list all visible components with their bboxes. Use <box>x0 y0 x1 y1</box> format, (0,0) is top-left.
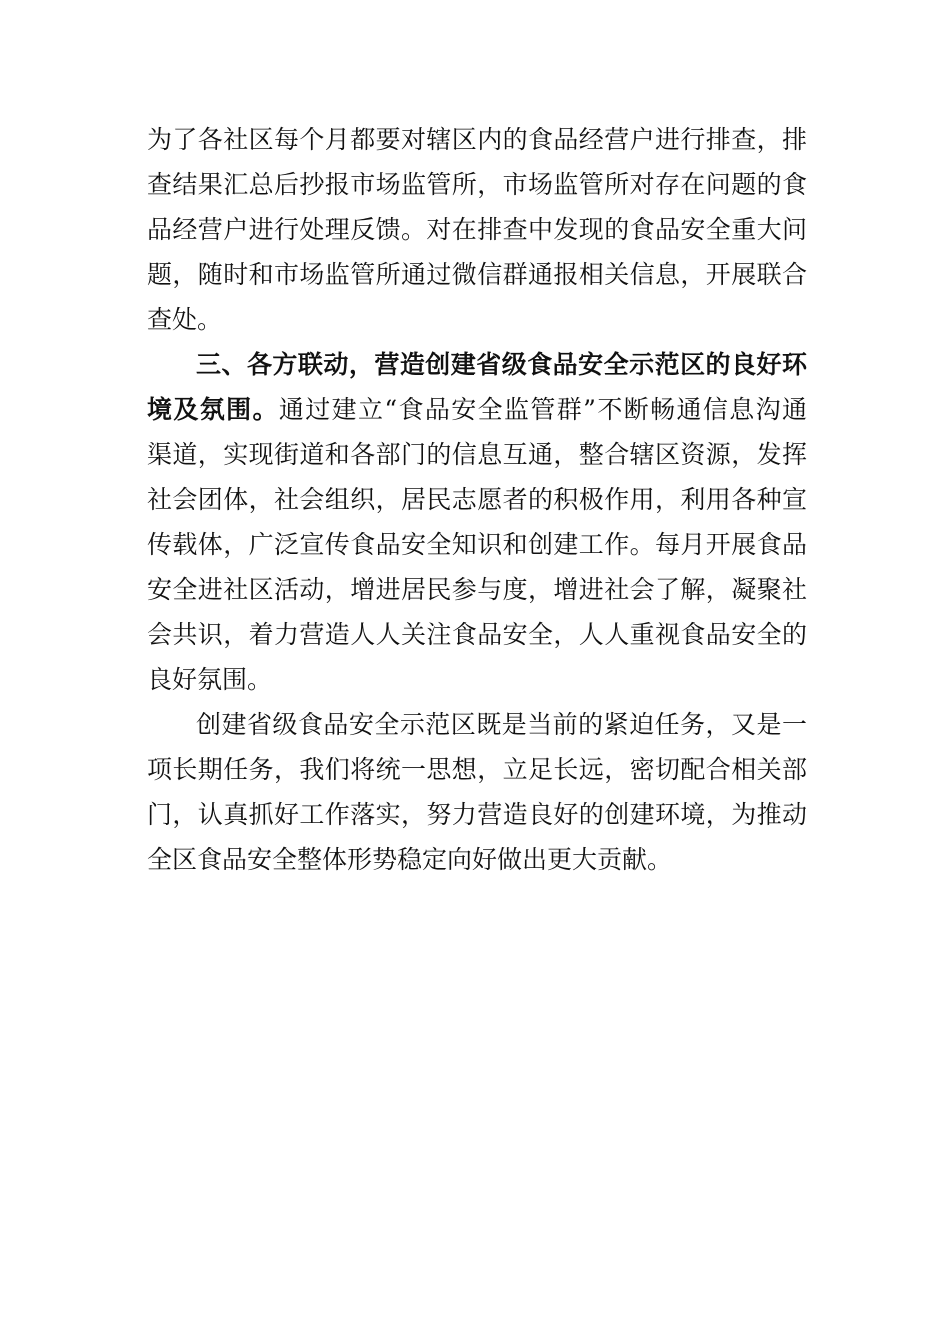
paragraph-2-line-2-text: 通过建立“食品安全监管群”不断畅通信息沟通 <box>278 395 807 424</box>
paragraph-2-line-5: 传载体，广泛宣传食品安全知识和创建工作。每月开展食品 <box>147 530 807 559</box>
section-heading-line-2: 境及氛围。 <box>147 395 279 424</box>
paragraph-1-line-3: 品经营户进行处理反馈。对在排查中发现的食品安全重大问 <box>147 215 807 244</box>
paragraph-2-line-6: 安全进社区活动，增进居民参与度，增进社会了解，凝聚社 <box>147 575 807 604</box>
section-heading-line-1: 三、各方联动，营造创建省级食品安全示范区的良好环 <box>196 350 807 379</box>
paragraph-1-line-1: 为了各社区每个月都要对辖区内的食品经营户进行排查，排 <box>147 125 807 154</box>
paragraph-2-line-3: 渠道，实现街道和各部门的信息互通，整合辖区资源，发挥 <box>147 440 807 469</box>
paragraph-2-line-8: 良好氛围。 <box>147 665 273 694</box>
paragraph-2-line-7: 会共识，着力营造人人关注食品安全，人人重视食品安全的 <box>147 620 807 649</box>
paragraph-1-line-4: 题，随时和市场监管所通过微信群通报相关信息，开展联合 <box>147 260 807 289</box>
paragraph-2-line-2 <box>147 393 807 427</box>
paragraph-2-line-4: 社会团体，社会组织，居民志愿者的积极作用，利用各种宣 <box>147 485 807 514</box>
paragraph-1-line-5: 查处。 <box>147 305 223 334</box>
paragraph-3-line-2: 项长期任务，我们将统一思想，立足长远，密切配合相关部 <box>147 755 807 784</box>
paragraph-3-line-1: 创建省级食品安全示范区既是当前的紧迫任务，又是一 <box>196 710 807 739</box>
paragraph-3-line-3: 门，认真抓好工作落实，努力营造良好的创建环境，为推动 <box>147 800 807 829</box>
paragraph-1-line-2: 查结果汇总后抄报市场监管所，市场监管所对存在问题的食 <box>147 170 807 199</box>
paragraph-3-line-4: 全区食品安全整体形势稳定向好做出更大贡献。 <box>147 845 673 874</box>
